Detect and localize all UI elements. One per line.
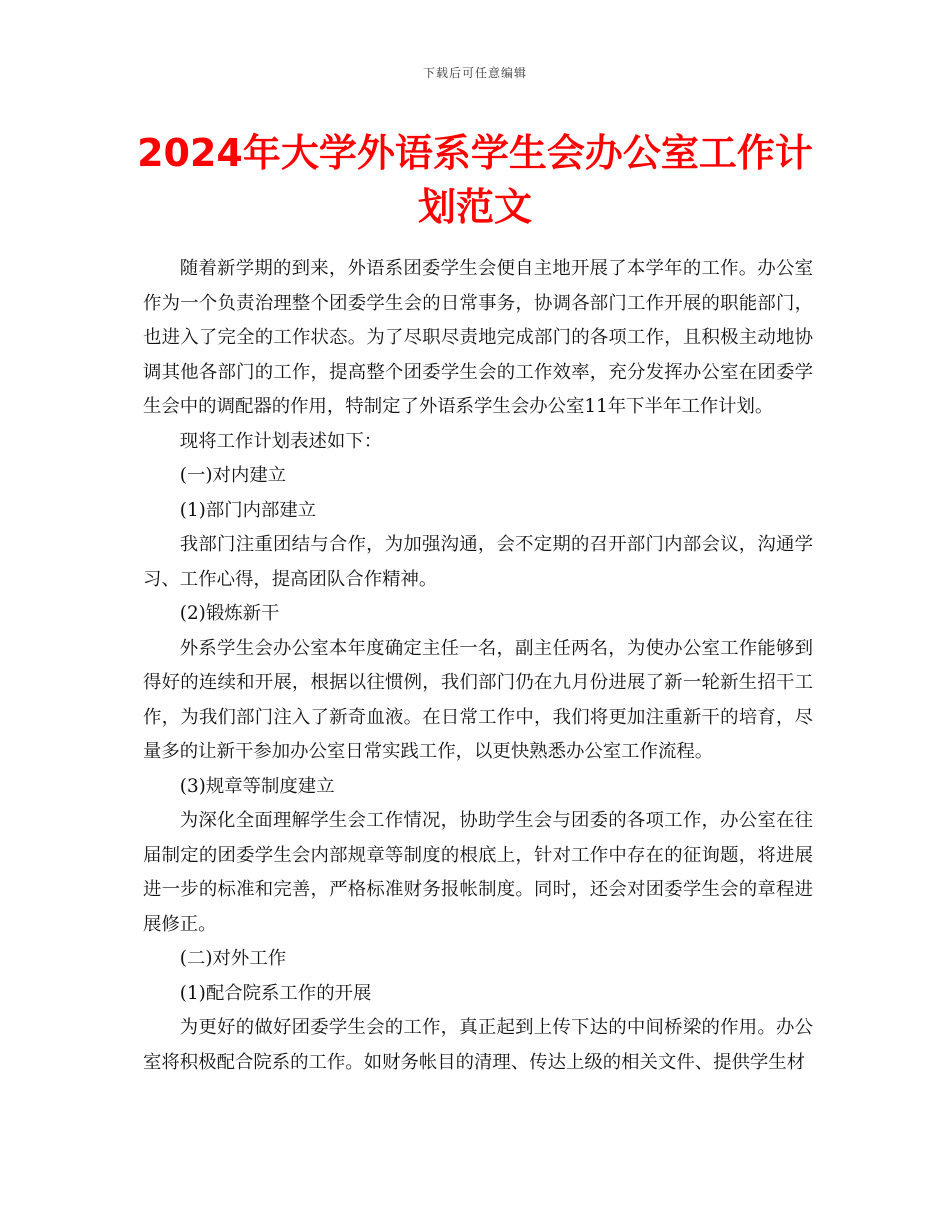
section-heading-internal: (一)对内建立 <box>179 465 287 486</box>
paragraph-department-building: 我部门注重团结与合作，为加强沟通，会不定期的召开部门内部会议，沟通学习、工作心得，提高团队合作精神。 <box>143 534 813 590</box>
paragraph-cooperate-college: 为更好的做好团委学生会的工作，真正起到上传下达的中间桥梁的作用。办公室将积极配合院系的工作。如财务帐目的清理、传达上级的相关文件、提供学生材 <box>143 1017 813 1073</box>
subheading-cooperate-college: (1)配合院系工作的开展 <box>179 982 372 1004</box>
header-note: 下载后可任意编辑 <box>422 66 527 80</box>
paragraph-rules-building: 为深化全面理解学生会工作情况，协助学生会与团委的各项工作，办公室在往届制定的团委学生会内部规章等制度的根底上，针对工作中存在的征询题，将进展进一步的标准和完善，严格标准财务报帐制度。同时，还会对团委学生会的章程进展修正。 <box>143 810 813 935</box>
document-body <box>143 252 813 1080</box>
subheading-train-new-staff: (2)锻炼新干 <box>179 603 280 624</box>
paragraph-train-new-staff: 外系学生会办公室本年度确定主任一名，副主任两名，为使办公室工作能够到得好的连续和开展，根据以往惯例，我们部门仍在九月份进展了新一轮新生招干工作，为我们部门注入了新奇血液。在日常工作中，我们将更加注重新干的培育，尽量多的让新干参加办公室日常实践工作，以更快熟悉办公室工作流程。 <box>143 637 813 762</box>
document-title: 2024年大学外语系学生会办公室工作计划范文 <box>137 131 813 229</box>
subheading-department-building: (1)部门内部建立 <box>179 499 317 521</box>
section-heading-external: (二)对外工作 <box>179 948 287 969</box>
subheading-rules-building: (3)规章等制度建立 <box>179 775 335 797</box>
paragraph-intro: 随着新学期的到来，外语系团委学生会便自主地开展了本学年的工作。办公室作为一个负责治理整个团委学生会的日常事务，协调各部门工作开展的职能部门，也进入了完全的工作状态。为了尽职尽责地完成部门的各项工作，且积极主动地协调其他各部门的工作，提高整个团委学生会的工作效率，充分发挥办公室在团委学生会中的调配器的作用，特制定了外语系学生会办公室11年下半年工作计划。 <box>143 258 813 417</box>
paragraph-plan-lead: 现将工作计划表述如下： <box>179 430 383 452</box>
